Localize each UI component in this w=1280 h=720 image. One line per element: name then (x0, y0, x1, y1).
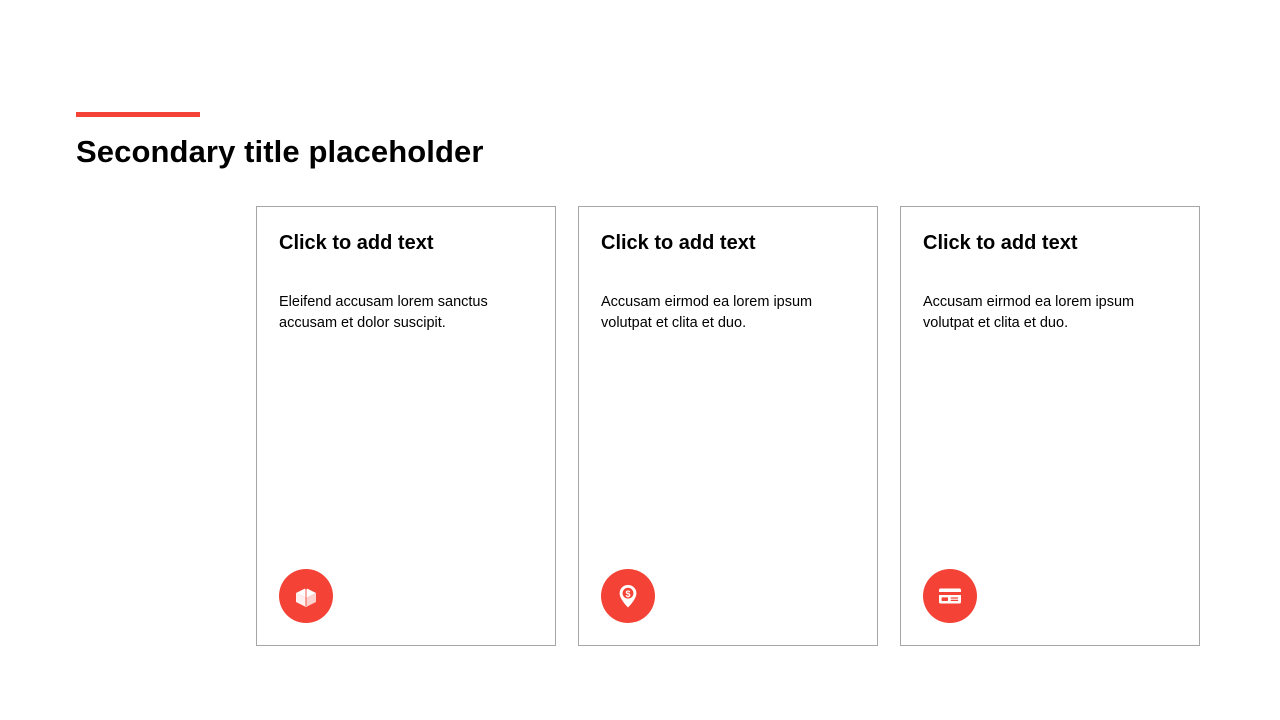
card-title[interactable]: Click to add text (279, 232, 434, 254)
page-title[interactable]: Secondary title placeholder (76, 134, 484, 169)
card-title[interactable]: Click to add text (601, 232, 756, 254)
credit-card-icon (923, 569, 977, 623)
svg-text:$: $ (625, 589, 631, 599)
card-body[interactable]: Accusam eirmod ea lorem ipsum volutpat et clita et duo. (601, 294, 813, 332)
title-accent-rule (76, 112, 200, 117)
title-block (76, 112, 776, 170)
card-2[interactable] (578, 206, 878, 646)
card-1[interactable] (256, 206, 556, 646)
gift-box-icon (279, 569, 333, 623)
card-row (256, 206, 1200, 646)
card-body[interactable]: Accusam eirmod ea lorem ipsum volutpat et clita et duo. (923, 294, 1135, 332)
card-body[interactable]: Eleifend accusam lorem sanctus accusam et dolor suscipit. (279, 294, 488, 332)
card-title[interactable]: Click to add text (923, 232, 1078, 254)
map-pin-dollar-icon (601, 569, 655, 623)
card-3[interactable] (900, 206, 1200, 646)
